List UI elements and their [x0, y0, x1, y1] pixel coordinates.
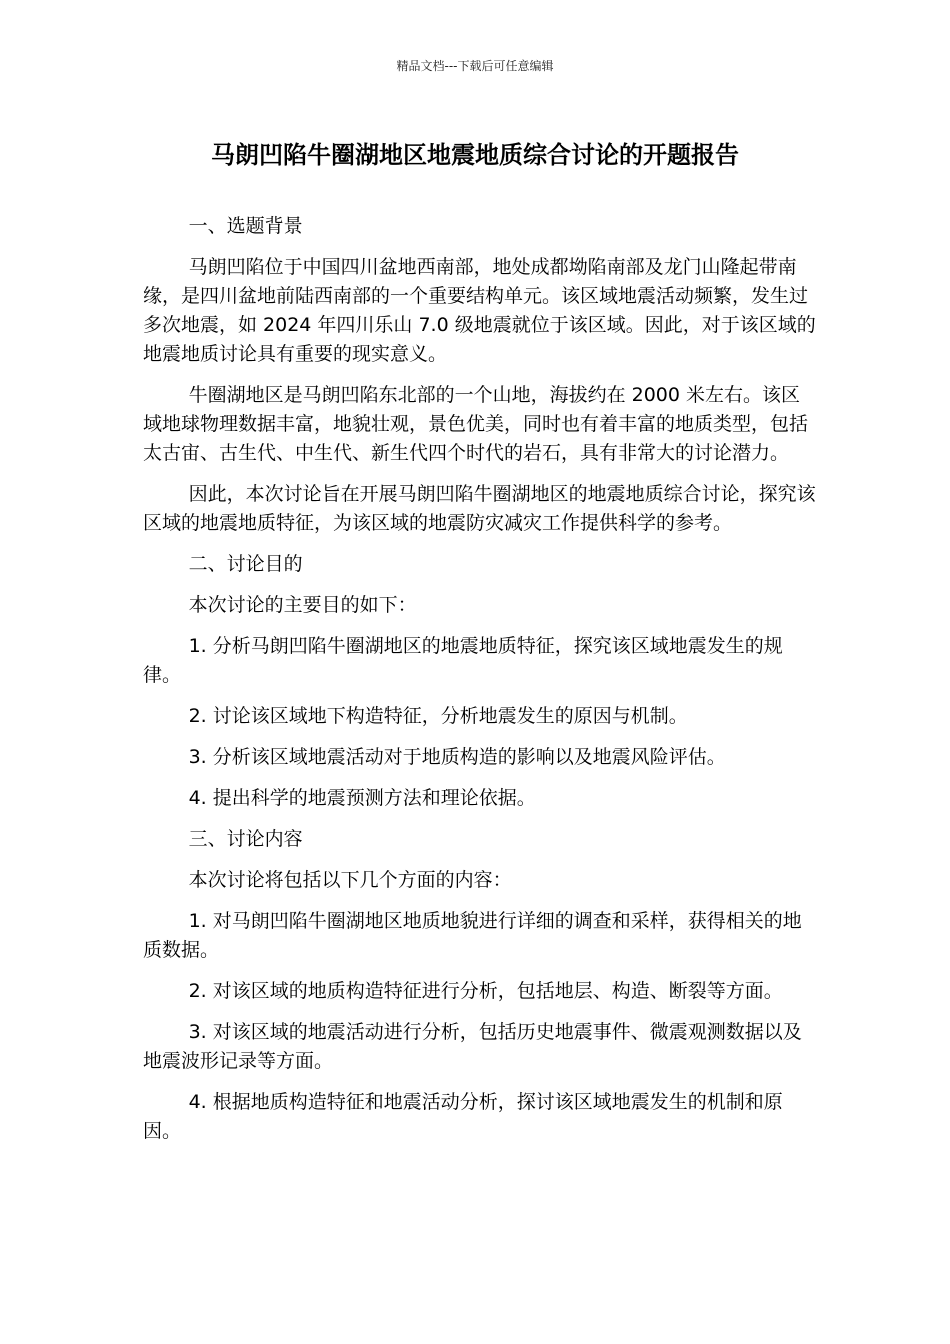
paragraph: 牛圈湖地区是马朗凹陷东北部的一个山地，海拔约在 2000 米左右。该区域地球物理数据丰富，地貌壮观，景色优美，同时也有着丰富的地质类型，包括太古宙、古生代、中生代、新生代四个时代的岩石，具有非常大的讨论潜力。 — [143, 384, 809, 464]
section-heading-background: 一、选题背景 — [188, 215, 303, 237]
list-item: 3. 对该区域的地震活动进行分析，包括历史地震事件、微震观测数据以及地震波形记录等方面。 — [143, 1021, 802, 1072]
list-item: 1. 分析马朗凹陷牛圈湖地区的地震地质特征，探究该区域地震发生的规律。 — [143, 635, 783, 686]
list-item: 2. 讨论该区域地下构造特征，分析地震发生的原因与机制。 — [188, 705, 688, 727]
paragraph: 马朗凹陷位于中国四川盆地西南部，地处成都坳陷南部及龙门山隆起带南缘，是四川盆地前陆西南部的一个重要结构单元。该区域地震活动频繁，发生过多次地震，如 2024 年四川乐山 7.0 级地震就位于该区域。因此，对于该区域的地震地质讨论具有重要的现实意义。 — [143, 256, 816, 365]
list-item: 4. 提出科学的地震预测方法和理论依据。 — [188, 787, 536, 809]
paragraph: 本次讨论将包括以下几个方面的内容： — [188, 869, 512, 891]
list-item: 1. 对马朗凹陷牛圈湖地区地质地貌进行详细的调查和采样，获得相关的地质数据。 — [143, 910, 802, 961]
list-item: 3. 分析该区域地震活动对于地质构造的影响以及地震风险评估。 — [188, 746, 726, 768]
section-heading-content: 三、讨论内容 — [188, 828, 303, 850]
paragraph: 因此，本次讨论旨在开展马朗凹陷牛圈湖地区的地震地质综合讨论，探究该区域的地震地质特征，为该区域的地震防灾减灾工作提供科学的参考。 — [143, 483, 816, 534]
document-title: 马朗凹陷牛圈湖地区地震地质综合讨论的开题报告 — [211, 141, 739, 169]
page-header-watermark: 精品文档---下载后可任意编辑 — [396, 59, 554, 73]
paragraph: 本次讨论的主要目的如下： — [188, 594, 417, 616]
list-item: 2. 对该区域的地质构造特征进行分析，包括地层、构造、断裂等方面。 — [188, 980, 783, 1002]
list-item: 4. 根据地质构造特征和地震活动分析，探讨该区域地震发生的机制和原因。 — [143, 1091, 783, 1142]
section-heading-objectives: 二、讨论目的 — [188, 553, 303, 575]
document-body — [143, 212, 819, 1158]
